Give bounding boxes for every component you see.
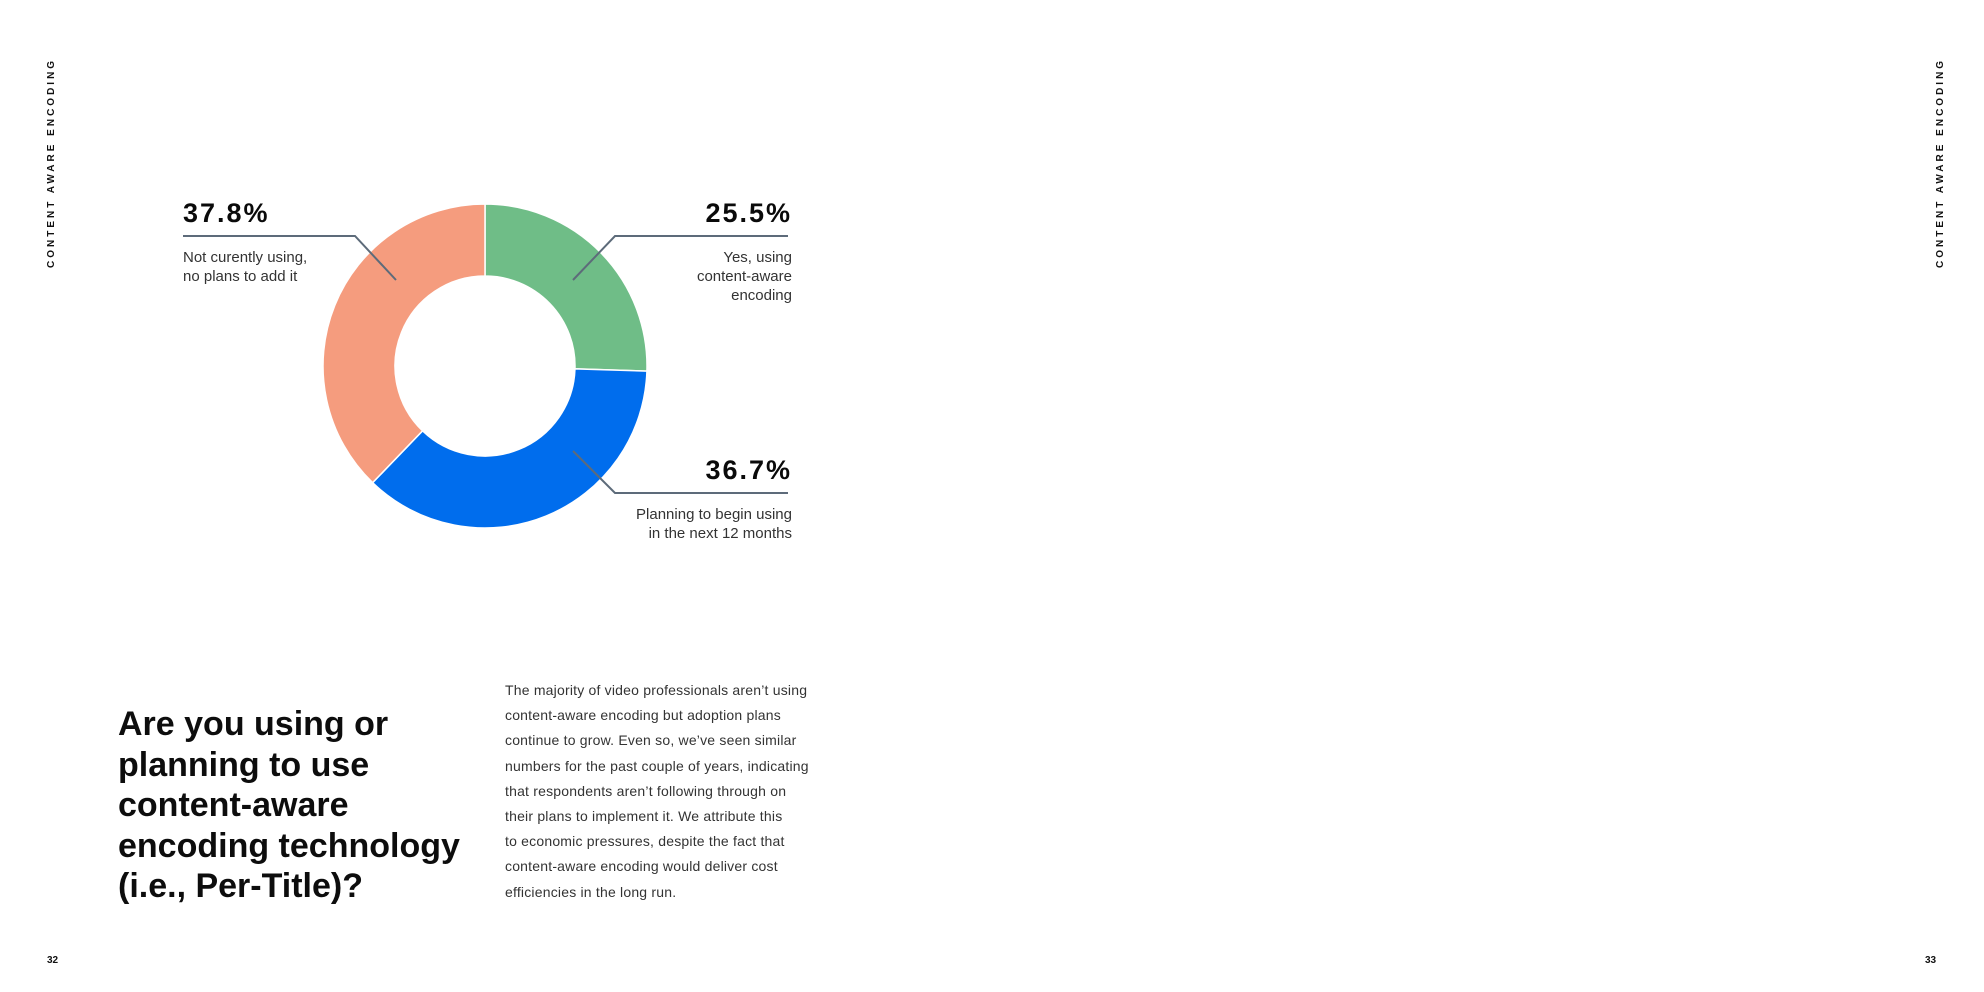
body-line: content-aware encoding would deliver cost — [505, 858, 778, 875]
slice-caption-not-using — [183, 248, 383, 286]
caption-line: no plans to add it — [183, 268, 298, 285]
body-line: continue to grow. Even so, we’ve seen similar — [505, 732, 797, 749]
slice-value-yes: 25.5% — [705, 198, 792, 228]
body-line: efficiencies in the long run. — [505, 883, 677, 900]
running-head-right: CONTENT AWARE ENCODING — [1935, 57, 1946, 268]
slice-caption-yes — [560, 248, 792, 305]
body-line: to economic pressures, despite the fact that — [505, 833, 785, 850]
caption-line: in the next 12 months — [648, 525, 792, 542]
question-title: Are you using or planning to use content-aware encoding technology (i.e., Per-Title)? — [118, 705, 460, 905]
slice-value-planning: 36.7% — [705, 455, 792, 485]
page-number-left: 32 — [47, 955, 59, 966]
body-line: numbers for the past couple of years, indicating — [505, 757, 809, 774]
body-line: content-aware encoding but adoption plans — [505, 707, 781, 724]
body-line: that respondents aren’t following through on — [505, 782, 787, 799]
body-paragraph — [505, 678, 865, 905]
slice-value-not-using: 37.8% — [183, 198, 270, 228]
donut-slice-not-using — [323, 204, 485, 483]
running-head-left: CONTENT AWARE ENCODING — [46, 57, 57, 268]
caption-line: content-aware — [696, 268, 792, 285]
caption-line: Yes, using — [723, 249, 792, 266]
caption-line: encoding — [731, 287, 792, 304]
body-line: their plans to implement it. We attribute this — [505, 808, 783, 825]
slice-caption-planning — [540, 505, 792, 543]
caption-line: Planning to begin using — [636, 506, 792, 523]
page-number-right: 33 — [1925, 955, 1937, 966]
caption-line: Not curently using, — [183, 249, 308, 266]
body-line: The majority of video professionals aren’t using — [505, 682, 808, 698]
